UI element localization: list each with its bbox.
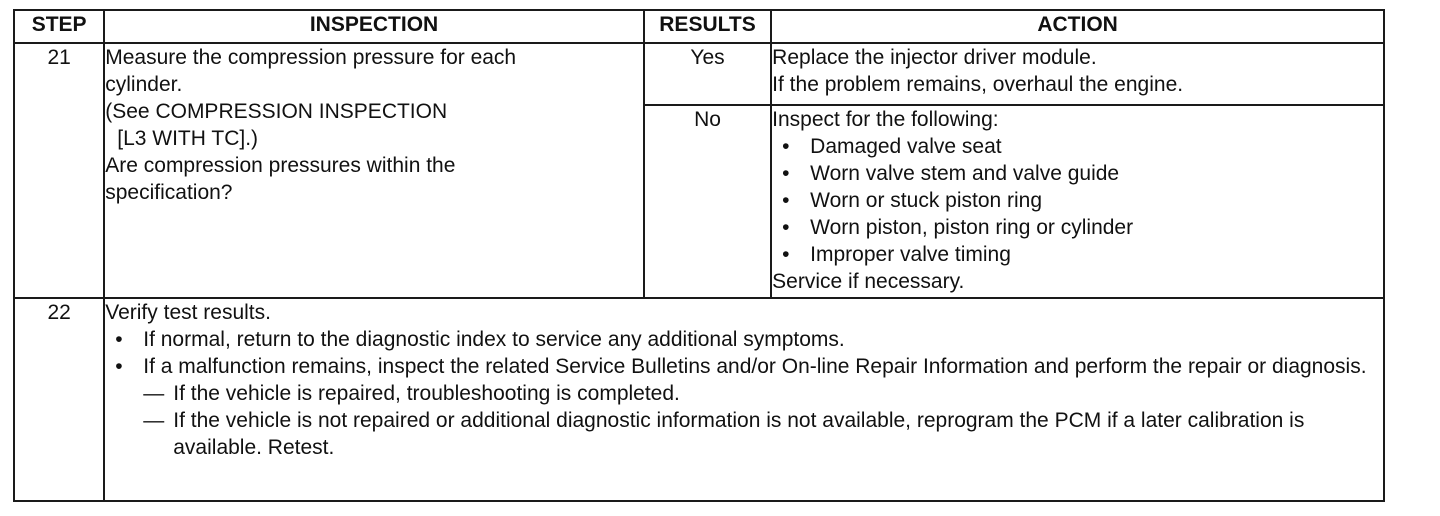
action-intro: Inspect for the following: [772,108,999,131]
sub-item [105,407,1383,461]
step-21-number: 21 [14,43,104,298]
header-step: STEP [14,10,104,43]
bullet-item [772,133,1383,160]
sub-item [105,380,1383,407]
inspection-line: Are compression pressures within the [105,154,456,177]
sub-item-text: If the vehicle is repaired, troubleshooting is completed. [173,382,680,405]
header-inspection: INSPECTION [104,10,644,43]
inspection-line: (See COMPRESSION INSPECTION [105,100,448,123]
action-line: If the problem remains, overhaul the engine. [772,73,1184,96]
bullet-marker: • [782,189,790,212]
bullet-marker: • [115,355,123,378]
header-action: ACTION [771,10,1384,43]
action-no [771,105,1384,298]
result-yes: Yes [644,43,771,105]
bullet-marker: • [782,243,790,266]
bullet-item [772,214,1383,241]
diagnostic-table [13,9,1385,502]
action-line: Replace the injector driver module. [772,46,1097,69]
step-22-number: 22 [14,298,104,501]
bullet-text: Worn piston, piston ring or cylinder [810,216,1134,239]
header-results: RESULTS [644,10,771,43]
sub-item-text: If the vehicle is not repaired or additional diagnostic information is not available, reprogram the PCM if a later calibration is available. Retest. [173,409,1305,459]
bullet-text: Improper valve timing [810,243,1011,266]
bullet-text: If normal, return to the diagnostic index to service any additional symptoms. [143,328,845,351]
header-row [14,10,1384,43]
step-22-row [14,298,1384,501]
bullet-text: Worn valve stem and valve guide [810,162,1120,185]
inspection-line: [L3 WITH TC].) [117,127,259,150]
bullet-item [105,353,1383,380]
dash-marker: — [143,382,165,405]
action-yes [771,43,1384,105]
step-22-inspection [104,298,1384,501]
inspection-line: specification? [105,181,233,204]
bullet-marker: • [115,328,123,351]
step-22-intro: Verify test results. [105,301,271,324]
bullet-text: Worn or stuck piston ring [810,189,1043,212]
bullet-item [772,160,1383,187]
bullet-item [772,187,1383,214]
step-21-yes-row [14,43,1384,105]
inspection-line: cylinder. [105,73,183,96]
bullet-marker: • [782,135,790,158]
bullet-item [105,326,1383,353]
action-outro: Service if necessary. [772,270,965,293]
bullet-marker: • [782,216,790,239]
result-no: No [644,105,771,298]
bullet-item [772,241,1383,268]
bullet-text: If a malfunction remains, inspect the related Service Bulletins and/or On-line Repair Information and perform the repair or diagnosis. [143,355,1367,378]
inspection-line: Measure the compression pressure for each [105,46,517,69]
bullet-marker: • [782,162,790,185]
step-21-inspection [104,43,644,298]
dash-marker: — [143,409,165,432]
bullet-text: Damaged valve seat [810,135,1002,158]
